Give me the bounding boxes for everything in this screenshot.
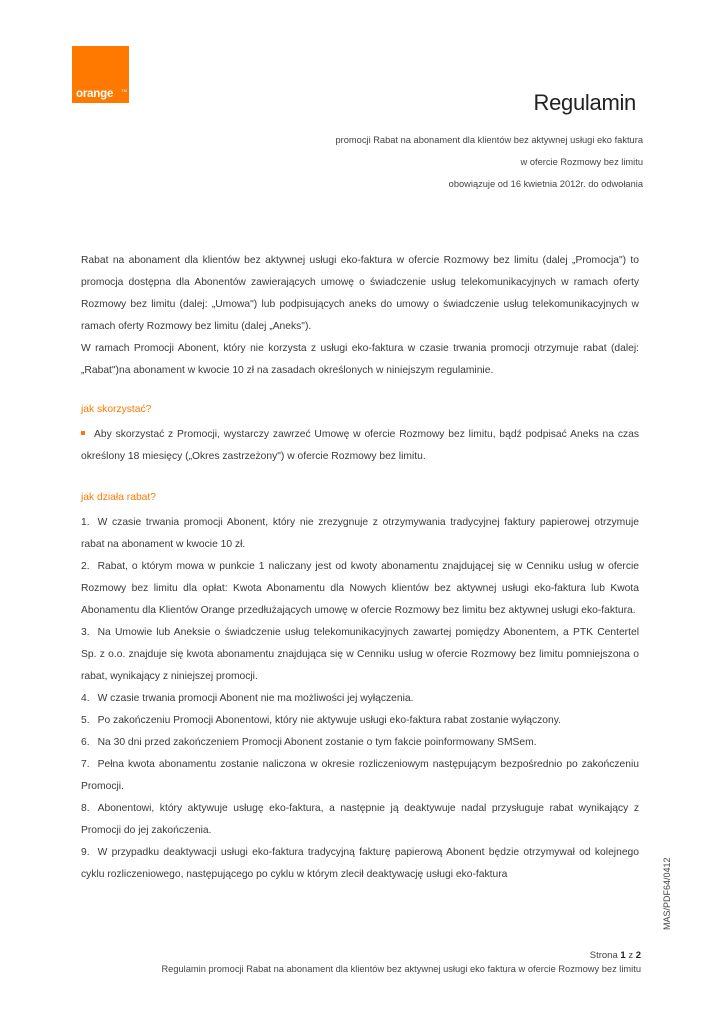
item-text: Pełna kwota abonamentu zostanie naliczona w okresie rozliczeniowym następującym bezpośrednio po zakończeniu Promocji. [81, 759, 639, 792]
logo-trademark: TM [121, 88, 127, 93]
intro-paragraph-1: Rabat na abonament dla klientów bez aktywnej usługi eko-faktura w ofercie Rozmowy bez limitu (dalej „Promocja") to promocja dostępna dla Abonentów zawierających umowę o świadczenie usług telekomunikacyjnych w ramach oferty Rozmowy bez limitu (dalej: „Umowa") lub podpisujących aneks do umowy o świadczenie usług telekomunikacyjnych w ramach oferty Rozmowy bez limitu (dalej „Aneks"). [81, 255, 639, 332]
section-heading-how-discount-works: jak działa rabat? [81, 492, 156, 503]
item-number: 7. [81, 759, 90, 770]
subtitle-line-3: obowiązuje od 16 kwietnia 2012r. do odwołania [448, 179, 643, 189]
list-item [81, 556, 639, 622]
document-code: MAS/PDF64/0412 [662, 857, 672, 930]
list-item [81, 622, 639, 688]
orange-logo [72, 46, 129, 103]
bullet-square-icon [81, 431, 85, 435]
list-item [81, 732, 639, 754]
page-separator: z [628, 950, 634, 961]
item-text: W czasie trwania promocji Abonent, który nie zrezygnuje z otrzymywania tradycyjnej faktury papierowej otrzymuje rabat na abonament w kwocie 10 zł. [81, 517, 639, 550]
item-number: 8. [81, 803, 90, 814]
subtitle-line-2: w ofercie Rozmowy bez limitu [520, 157, 643, 167]
list-item [81, 754, 639, 798]
item-text: Rabat, o którym mowa w punkcie 1 naliczany jest od kwoty abonamentu znajdującej się w Cenniku usług w ofercie Rozmowy bez limitu dla opłat: Kwota Abonamentu dla Nowych klientów bez aktywnej usługi eko-faktura lub Kwota Abonamentu dla Klientów Orange przedłużających umowę w ofercie Rozmowy bez limitu bez aktywnej usługi eko-faktura. [81, 561, 639, 616]
item-number: 9. [81, 847, 90, 858]
logo-text: orange [76, 87, 114, 100]
page-number [590, 950, 641, 961]
page-total: 2 [635, 950, 641, 961]
item-number: 1. [81, 517, 90, 528]
subtitle-line-1: promocji Rabat na abonament dla klientów bez aktywnej usługi eko faktura [335, 135, 643, 145]
item-number: 2. [81, 561, 90, 572]
page-current: 1 [620, 950, 626, 961]
section-heading-how-to-use: jak skorzystać? [81, 404, 152, 415]
item-text: Abonentowi, który aktywuje usługę eko-faktura, a następnie ją deaktywuje nadal przysługuje rabat wynikający z Promocji do jej zakończenia. [81, 803, 639, 836]
item-text: Po zakończeniu Promocji Abonentowi, który nie aktywuje usługi eko-faktura rabat zostanie wyłączony. [97, 715, 561, 726]
numbered-list [81, 512, 639, 886]
item-text: Na Umowie lub Aneksie o świadczenie usług telekomunikacyjnych zawartej pomiędzy Abonentem, a PTK Centertel Sp. z o.o. znajduje się kwota abonamentu znajdująca się w Cenniku usług w ofercie Rozmowy bez limitu pomniejszona o rabat, wynikający z niniejszej promocji. [81, 627, 639, 682]
intro-paragraph-2: W ramach Promocji Abonent, który nie korzysta z usługi eko-faktura w czasie trwania promocji otrzymuje rabat (dalej: „Rabat")na abonament w kwocie 10 zł na zasadach określonych w niniejszym regulaminie. [81, 343, 639, 376]
list-item [81, 710, 639, 732]
document-title: Regulamin [533, 90, 636, 115]
bullet-text: Aby skorzystać z Promocji, wystarczy zawrzeć Umowę w ofercie Rozmowy bez limitu, bądź podpisać Aneks na czas określony 18 miesięcy („Okres zastrzeżony") w ofercie Rozmowy bez limitu. [81, 429, 639, 462]
page-label: Strona [589, 950, 618, 961]
bullet-item [81, 424, 639, 468]
list-item [81, 842, 639, 886]
item-text: Na 30 dni przed zakończeniem Promocji Abonent zostanie o tym fakcie poinformowany SMSem. [97, 737, 537, 748]
list-item [81, 688, 639, 710]
item-text: W czasie trwania promocji Abonent nie ma możliwości jej wyłączenia. [97, 693, 414, 704]
list-item [81, 798, 639, 842]
item-number: 6. [81, 737, 90, 748]
item-number: 4. [81, 693, 90, 704]
list-item [81, 512, 639, 556]
item-number: 3. [81, 627, 90, 638]
footer-text: Regulamin promocji Rabat na abonament dla klientów bez aktywnej usługi eko faktura w ofercie Rozmowy bez limitu [161, 964, 641, 974]
item-number: 5. [81, 715, 90, 726]
item-text: W przypadku deaktywacji usługi eko-faktura tradycyjną fakturę papierową Abonent będzie otrzymywał od kolejnego cyklu rozliczeniowego, następującego po cyklu w którym zlecił deaktywację usługi eko-faktura [81, 847, 639, 880]
